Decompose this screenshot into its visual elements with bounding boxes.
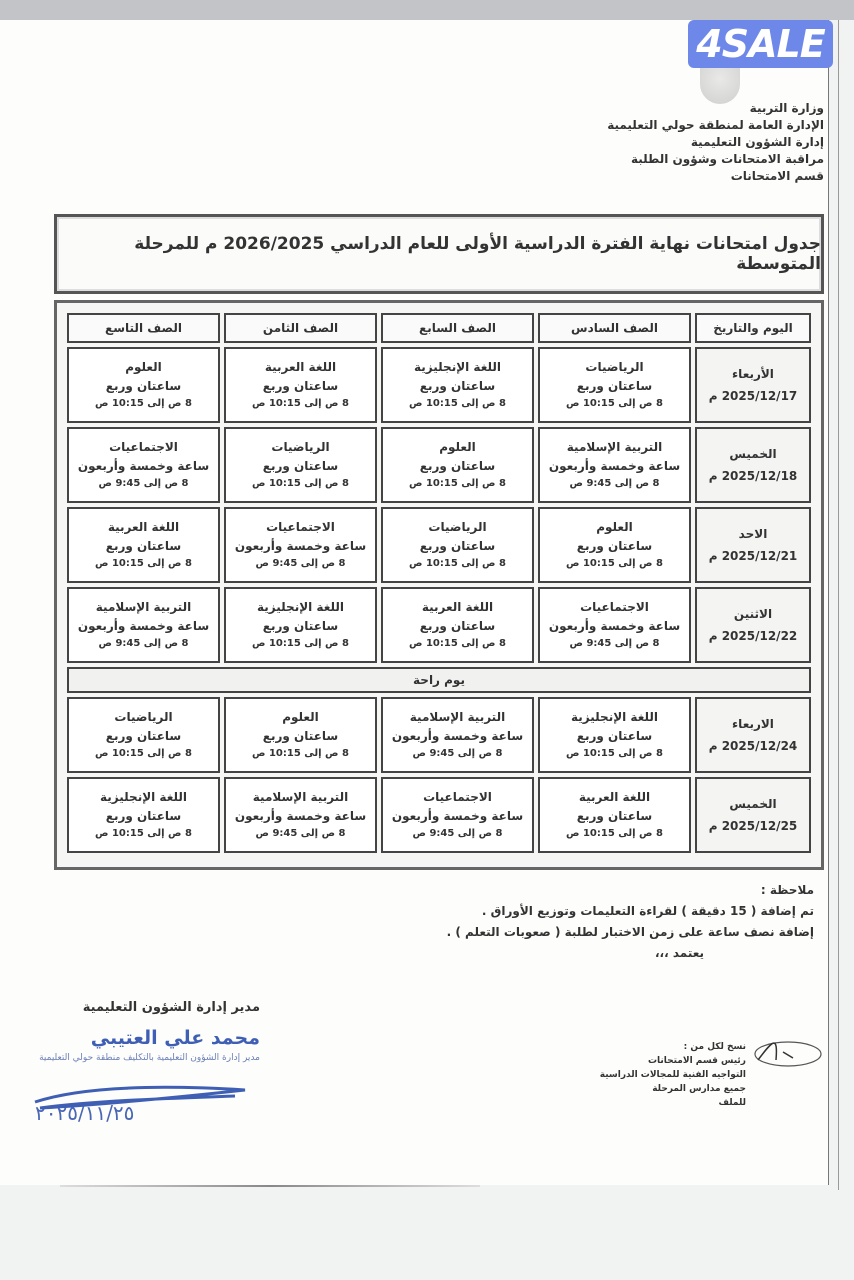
signature-date: ٢٠٢٥/١١/٢٥ (35, 1101, 135, 1125)
exam-time: 8 ص إلى 9:45 ص (569, 638, 660, 649)
table-row (67, 697, 811, 773)
exam-subject: اللغة الإنجليزية (257, 600, 344, 614)
exam-time: 8 ص إلى 10:15 ص (409, 478, 506, 489)
exam-cell (67, 427, 220, 503)
exam-cell (538, 427, 691, 503)
exam-time: 8 ص إلى 10:15 ص (95, 828, 192, 839)
header-line: إدارة الشؤون التعليمية (690, 135, 824, 149)
exam-cell (224, 507, 377, 583)
exam-duration: ساعة وخمسة وأربعون (548, 619, 681, 633)
day-date: 2025/12/24 م (708, 739, 798, 753)
exam-cell (67, 587, 220, 663)
exam-subject: الرياضيات (114, 710, 173, 724)
day-cell (695, 697, 811, 773)
column-header-grade-9: الصف التاسع (67, 313, 220, 343)
page-edge (838, 20, 839, 1190)
header-line: الإدارة العامة لمنطقة حولي التعليمية (607, 118, 824, 132)
exam-subject: اللغة العربية (578, 790, 651, 804)
exam-subject: العلوم (282, 710, 319, 724)
day-name: الأربعاء (732, 367, 774, 381)
schedule-frame (54, 300, 824, 870)
approval-text: يعتمد ،،، (654, 946, 704, 960)
exam-cell (538, 507, 691, 583)
exam-cell (224, 427, 377, 503)
exam-subject: التربية الإسلامية (252, 790, 349, 804)
exam-cell (224, 587, 377, 663)
document-title: جدول امتحانات نهاية الفترة الدراسية الأولى للعام الدراسي 2026/2025 م للمرحلة المتوسطة (134, 234, 821, 274)
copy-item: التواجيه الفنية للمجالات الدراسية (599, 1070, 746, 1080)
exam-time: 8 ص إلى 10:15 ص (252, 398, 349, 409)
exam-cell (224, 347, 377, 423)
exam-duration: ساعة وخمسة وأربعون (77, 619, 210, 633)
exam-duration: ساعتان وربع (419, 459, 496, 473)
exam-subject: التربية الإسلامية (409, 710, 506, 724)
exam-time: 8 ص إلى 10:15 ص (95, 558, 192, 569)
exam-time: 8 ص إلى 9:45 ص (98, 478, 189, 489)
notes-label: ملاحظة : (760, 883, 814, 897)
signer-name: محمد علي العتيبي (90, 1027, 260, 1049)
exam-time: 8 ص إلى 10:15 ص (252, 748, 349, 759)
exam-duration: ساعة وخمسة وأربعون (234, 809, 367, 823)
table-row (67, 347, 811, 423)
exam-time: 8 ص إلى 9:45 ص (98, 638, 189, 649)
copy-item: للملف (718, 1098, 746, 1108)
exam-duration: ساعتان وربع (576, 729, 653, 743)
watermark-text: 4SALE (696, 22, 825, 66)
top-bar (0, 0, 854, 20)
exam-cell (224, 697, 377, 773)
exam-subject: التربية الإسلامية (95, 600, 192, 614)
header-row (67, 313, 811, 343)
exam-time: 8 ص إلى 10:15 ص (566, 398, 663, 409)
column-header-grade-8: الصف الثامن (224, 313, 377, 343)
column-header-grade-6: الصف السادس (538, 313, 691, 343)
exam-time: 8 ص إلى 9:45 ص (412, 828, 503, 839)
exam-time: 8 ص إلى 10:15 ص (566, 748, 663, 759)
day-name: الاحد (738, 527, 768, 541)
copies-label: نسخ لكل من : (683, 1042, 746, 1052)
copy-item: جميع مدارس المرحلة (652, 1084, 746, 1094)
exam-cell (67, 697, 220, 773)
exam-duration: ساعة وخمسة وأربعون (548, 459, 681, 473)
day-name: الخميس (729, 447, 777, 461)
day-cell (695, 507, 811, 583)
table-row (67, 587, 811, 663)
exam-cell (538, 697, 691, 773)
day-name: الخميس (729, 797, 777, 811)
exam-duration: ساعتان وربع (262, 459, 339, 473)
exam-duration: ساعتان وربع (262, 619, 339, 633)
exam-duration: ساعتان وربع (262, 729, 339, 743)
exam-subject: اللغة الإنجليزية (414, 360, 501, 374)
exam-duration: ساعة وخمسة وأربعون (77, 459, 210, 473)
exam-duration: ساعتان وربع (419, 379, 496, 393)
exam-time: 8 ص إلى 9:45 ص (255, 828, 346, 839)
note-item: إضافة نصف ساعة على زمن الاختبار لطلبة ( صعوبات التعلم ) . (446, 925, 814, 939)
exam-cell (224, 777, 377, 853)
exam-duration: ساعتان وربع (262, 379, 339, 393)
exam-duration: ساعتان وربع (576, 809, 653, 823)
day-cell (695, 427, 811, 503)
exam-cell (67, 347, 220, 423)
exam-duration: ساعتان وربع (105, 729, 182, 743)
note-item: تم إضافة ( 15 دقيقة ) لقراءة التعليمات وتوزيع الأوراق . (481, 904, 814, 918)
exam-time: 8 ص إلى 10:15 ص (95, 398, 192, 409)
exam-cell (381, 777, 534, 853)
exam-subject: التربية الإسلامية (566, 440, 663, 454)
rest-day-label: يوم راحة (67, 667, 811, 693)
day-date: 2025/12/18 م (708, 469, 798, 483)
signer-stamp: مدير إدارة الشؤون التعليمية بالتكليف منطقة حولي التعليمية (39, 1053, 260, 1063)
exam-duration: ساعة وخمسة وأربعون (234, 539, 367, 553)
header-line: وزارة التربية (749, 101, 824, 115)
exam-subject: الاجتماعيات (423, 790, 492, 804)
day-date: 2025/12/21 م (708, 549, 798, 563)
day-cell (695, 587, 811, 663)
exam-subject: اللغة العربية (264, 360, 337, 374)
exam-cell (381, 427, 534, 503)
day-cell (695, 777, 811, 853)
signer-role: مدير إدارة الشؤون التعليمية (82, 1000, 260, 1015)
day-date: 2025/12/17 م (708, 389, 798, 403)
column-header-grade-7: الصف السابع (381, 313, 534, 343)
exam-time: 8 ص إلى 10:15 ص (95, 748, 192, 759)
exam-duration: ساعتان وربع (105, 809, 182, 823)
exam-cell (538, 777, 691, 853)
day-cell (695, 347, 811, 423)
exam-subject: العلوم (596, 520, 633, 534)
exam-time: 8 ص إلى 10:15 ص (409, 638, 506, 649)
exam-subject: اللغة الإنجليزية (571, 710, 658, 724)
exam-time: 8 ص إلى 9:45 ص (255, 558, 346, 569)
exam-cell (538, 347, 691, 423)
exam-subject: الاجتماعيات (266, 520, 335, 534)
day-date: 2025/12/22 م (708, 629, 798, 643)
column-header-day: اليوم والتاريخ (695, 313, 811, 343)
exam-subject: اللغة الإنجليزية (100, 790, 187, 804)
rest-day-row (67, 667, 811, 693)
exam-subject: اللغة العربية (107, 520, 180, 534)
copies-section (600, 1040, 746, 1110)
exam-cell (381, 587, 534, 663)
exam-subject: الرياضيات (428, 520, 487, 534)
exam-subject: الرياضيات (585, 360, 644, 374)
exam-duration: ساعتان وربع (105, 379, 182, 393)
table-row (67, 777, 811, 853)
exam-duration: ساعتان وربع (419, 539, 496, 553)
day-date: 2025/12/25 م (708, 819, 798, 833)
exam-cell (381, 347, 534, 423)
exam-subject: العلوم (125, 360, 162, 374)
exam-time: 8 ص إلى 9:45 ص (569, 478, 660, 489)
ministry-header (607, 100, 824, 185)
exam-time: 8 ص إلى 10:15 ص (409, 558, 506, 569)
exam-duration: ساعتان وربع (419, 619, 496, 633)
exam-cell (67, 507, 220, 583)
title-box (54, 214, 824, 294)
exam-subject: الرياضيات (271, 440, 330, 454)
signature-block (30, 1000, 260, 1125)
exam-time: 8 ص إلى 9:45 ص (412, 748, 503, 759)
header-line: قسم الامتحانات (730, 169, 824, 183)
copy-item: رئيس قسم الامتحانات (647, 1056, 746, 1066)
page-shadow (60, 1185, 480, 1187)
exam-subject: العلوم (439, 440, 476, 454)
exam-cell (381, 507, 534, 583)
exam-subject: الاجتماعيات (580, 600, 649, 614)
exam-duration: ساعتان وربع (576, 539, 653, 553)
exam-duration: ساعة وخمسة وأربعون (391, 809, 524, 823)
notes-section (447, 880, 814, 964)
exam-subject: الاجتماعيات (109, 440, 178, 454)
exam-time: 8 ص إلى 10:15 ص (566, 558, 663, 569)
exam-duration: ساعتان وربع (105, 539, 182, 553)
exam-time: 8 ص إلى 10:15 ص (252, 478, 349, 489)
signature-scribble-icon (30, 1082, 250, 1110)
table-row (67, 507, 811, 583)
day-name: الاثنين (733, 607, 773, 621)
initials-signature-icon (748, 1030, 823, 1075)
exam-subject: اللغة العربية (421, 600, 494, 614)
header-line: مراقبة الامتحانات وشؤون الطلبة (630, 152, 824, 166)
exam-time: 8 ص إلى 10:15 ص (252, 638, 349, 649)
exam-duration: ساعة وخمسة وأربعون (391, 729, 524, 743)
watermark-logo (688, 20, 833, 68)
exam-duration: ساعتان وربع (576, 379, 653, 393)
exam-cell (67, 777, 220, 853)
exam-cell (381, 697, 534, 773)
exam-time: 8 ص إلى 10:15 ص (409, 398, 506, 409)
exam-cell (538, 587, 691, 663)
exam-time: 8 ص إلى 10:15 ص (566, 828, 663, 839)
table-row (67, 427, 811, 503)
day-name: الاربعاء (732, 717, 774, 731)
exam-schedule-table (63, 309, 815, 857)
